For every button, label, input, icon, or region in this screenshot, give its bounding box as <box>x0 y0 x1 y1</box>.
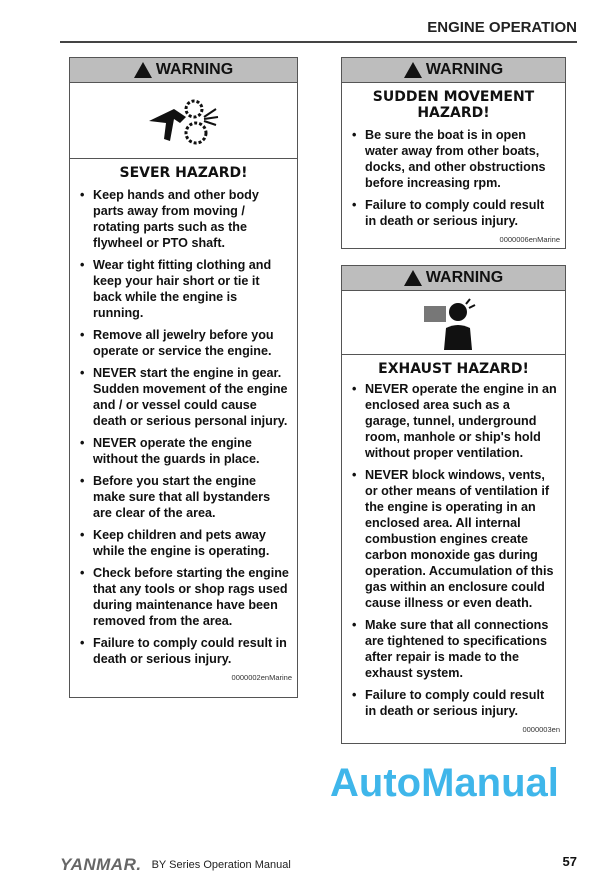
hazard-title: EXHAUST HAZARD! <box>378 361 529 377</box>
bullet-item: • Failure to comply could result in death or serious injury. <box>80 635 289 667</box>
bullet-item: • NEVER operate the engine without the guards in place. <box>80 435 289 467</box>
watermark: AutoManual <box>330 761 559 805</box>
warning-box-exhaust-hazard <box>341 265 566 744</box>
warning-bar <box>70 58 297 83</box>
bullet-item: • Make sure that all connections are tightened to specifications after repair is made to the exhaust system. <box>352 617 557 681</box>
bullet-item: • Keep children and pets away while the engine is operating. <box>80 527 289 559</box>
warning-code: 0000002enMarine <box>231 673 292 682</box>
footer <box>60 855 291 875</box>
hazard-bullet-list <box>342 379 565 719</box>
bullet-item: • Keep hands and other body parts away from moving / rotating parts such as the flywheel or PTO shaft. <box>80 187 289 251</box>
warning-label: WARNING <box>425 269 504 286</box>
warning-bar <box>342 58 565 83</box>
exhaust-inhalation-hazard-icon <box>342 291 565 355</box>
warning-triangle-icon <box>404 62 422 78</box>
bullet-item: • NEVER operate the engine in an enclosed area such as a garage, tunnel, underground room, manhole or ship's hold without proper ventilation. <box>352 381 557 461</box>
bullet-item: • Remove all jewelry before you operate or service the engine. <box>80 327 289 359</box>
warning-bar <box>342 266 565 291</box>
warning-code: 0000003en <box>522 725 560 734</box>
bullet-item: • Be sure the boat is in open water away from other boats, docks, and other obstructions before increasing rpm. <box>352 127 557 191</box>
bullet-item: • Check before starting the engine that any tools or shop rags used during maintenance have been removed from the area. <box>80 565 289 629</box>
bullet-item: • NEVER block windows, vents, or other means of ventilation if the engine is operating in an enclosed area. All internal combustion engines create carbon monoxide gas during operation. Accumulation of this gas within an enclosure could cause illness or even death. <box>352 467 557 611</box>
section-title: ENGINE OPERATION <box>427 19 577 36</box>
warning-triangle-icon <box>404 270 422 286</box>
hazard-title: SEVER HAZARD! <box>119 165 248 181</box>
bullet-item: • Before you start the engine make sure that all bystanders are clear of the area. <box>80 473 289 521</box>
warning-label: WARNING <box>155 61 234 78</box>
right-column <box>341 57 566 744</box>
warning-code: 0000006enMarine <box>499 235 560 244</box>
bullet-item: • NEVER start the engine in gear. Sudden movement of the engine and / or vessel could cause death or serious personal injury. <box>80 365 289 429</box>
rotating-parts-hazard-icon <box>70 83 297 159</box>
warning-box-sudden-movement <box>341 57 566 249</box>
hazard-title: SUDDEN MOVEMENT HAZARD! <box>372 89 535 121</box>
yanmar-logo: YANMAR. <box>60 855 142 874</box>
bullet-item: • Failure to comply could result in death or serious injury. <box>352 687 557 719</box>
header-rule <box>60 41 577 43</box>
warning-box-sever-hazard <box>69 57 298 698</box>
bullet-item: • Wear tight fitting clothing and keep your hair short or tie it back while the engine is running. <box>80 257 289 321</box>
hazard-bullet-list <box>342 125 565 229</box>
page-number: 57 <box>562 854 577 869</box>
bullet-item: • Failure to comply could result in death or serious injury. <box>352 197 557 229</box>
warning-label: WARNING <box>425 61 504 78</box>
hazard-bullet-list <box>70 185 297 667</box>
manual-title: BY Series Operation Manual <box>151 859 291 871</box>
warning-triangle-icon <box>134 62 152 78</box>
